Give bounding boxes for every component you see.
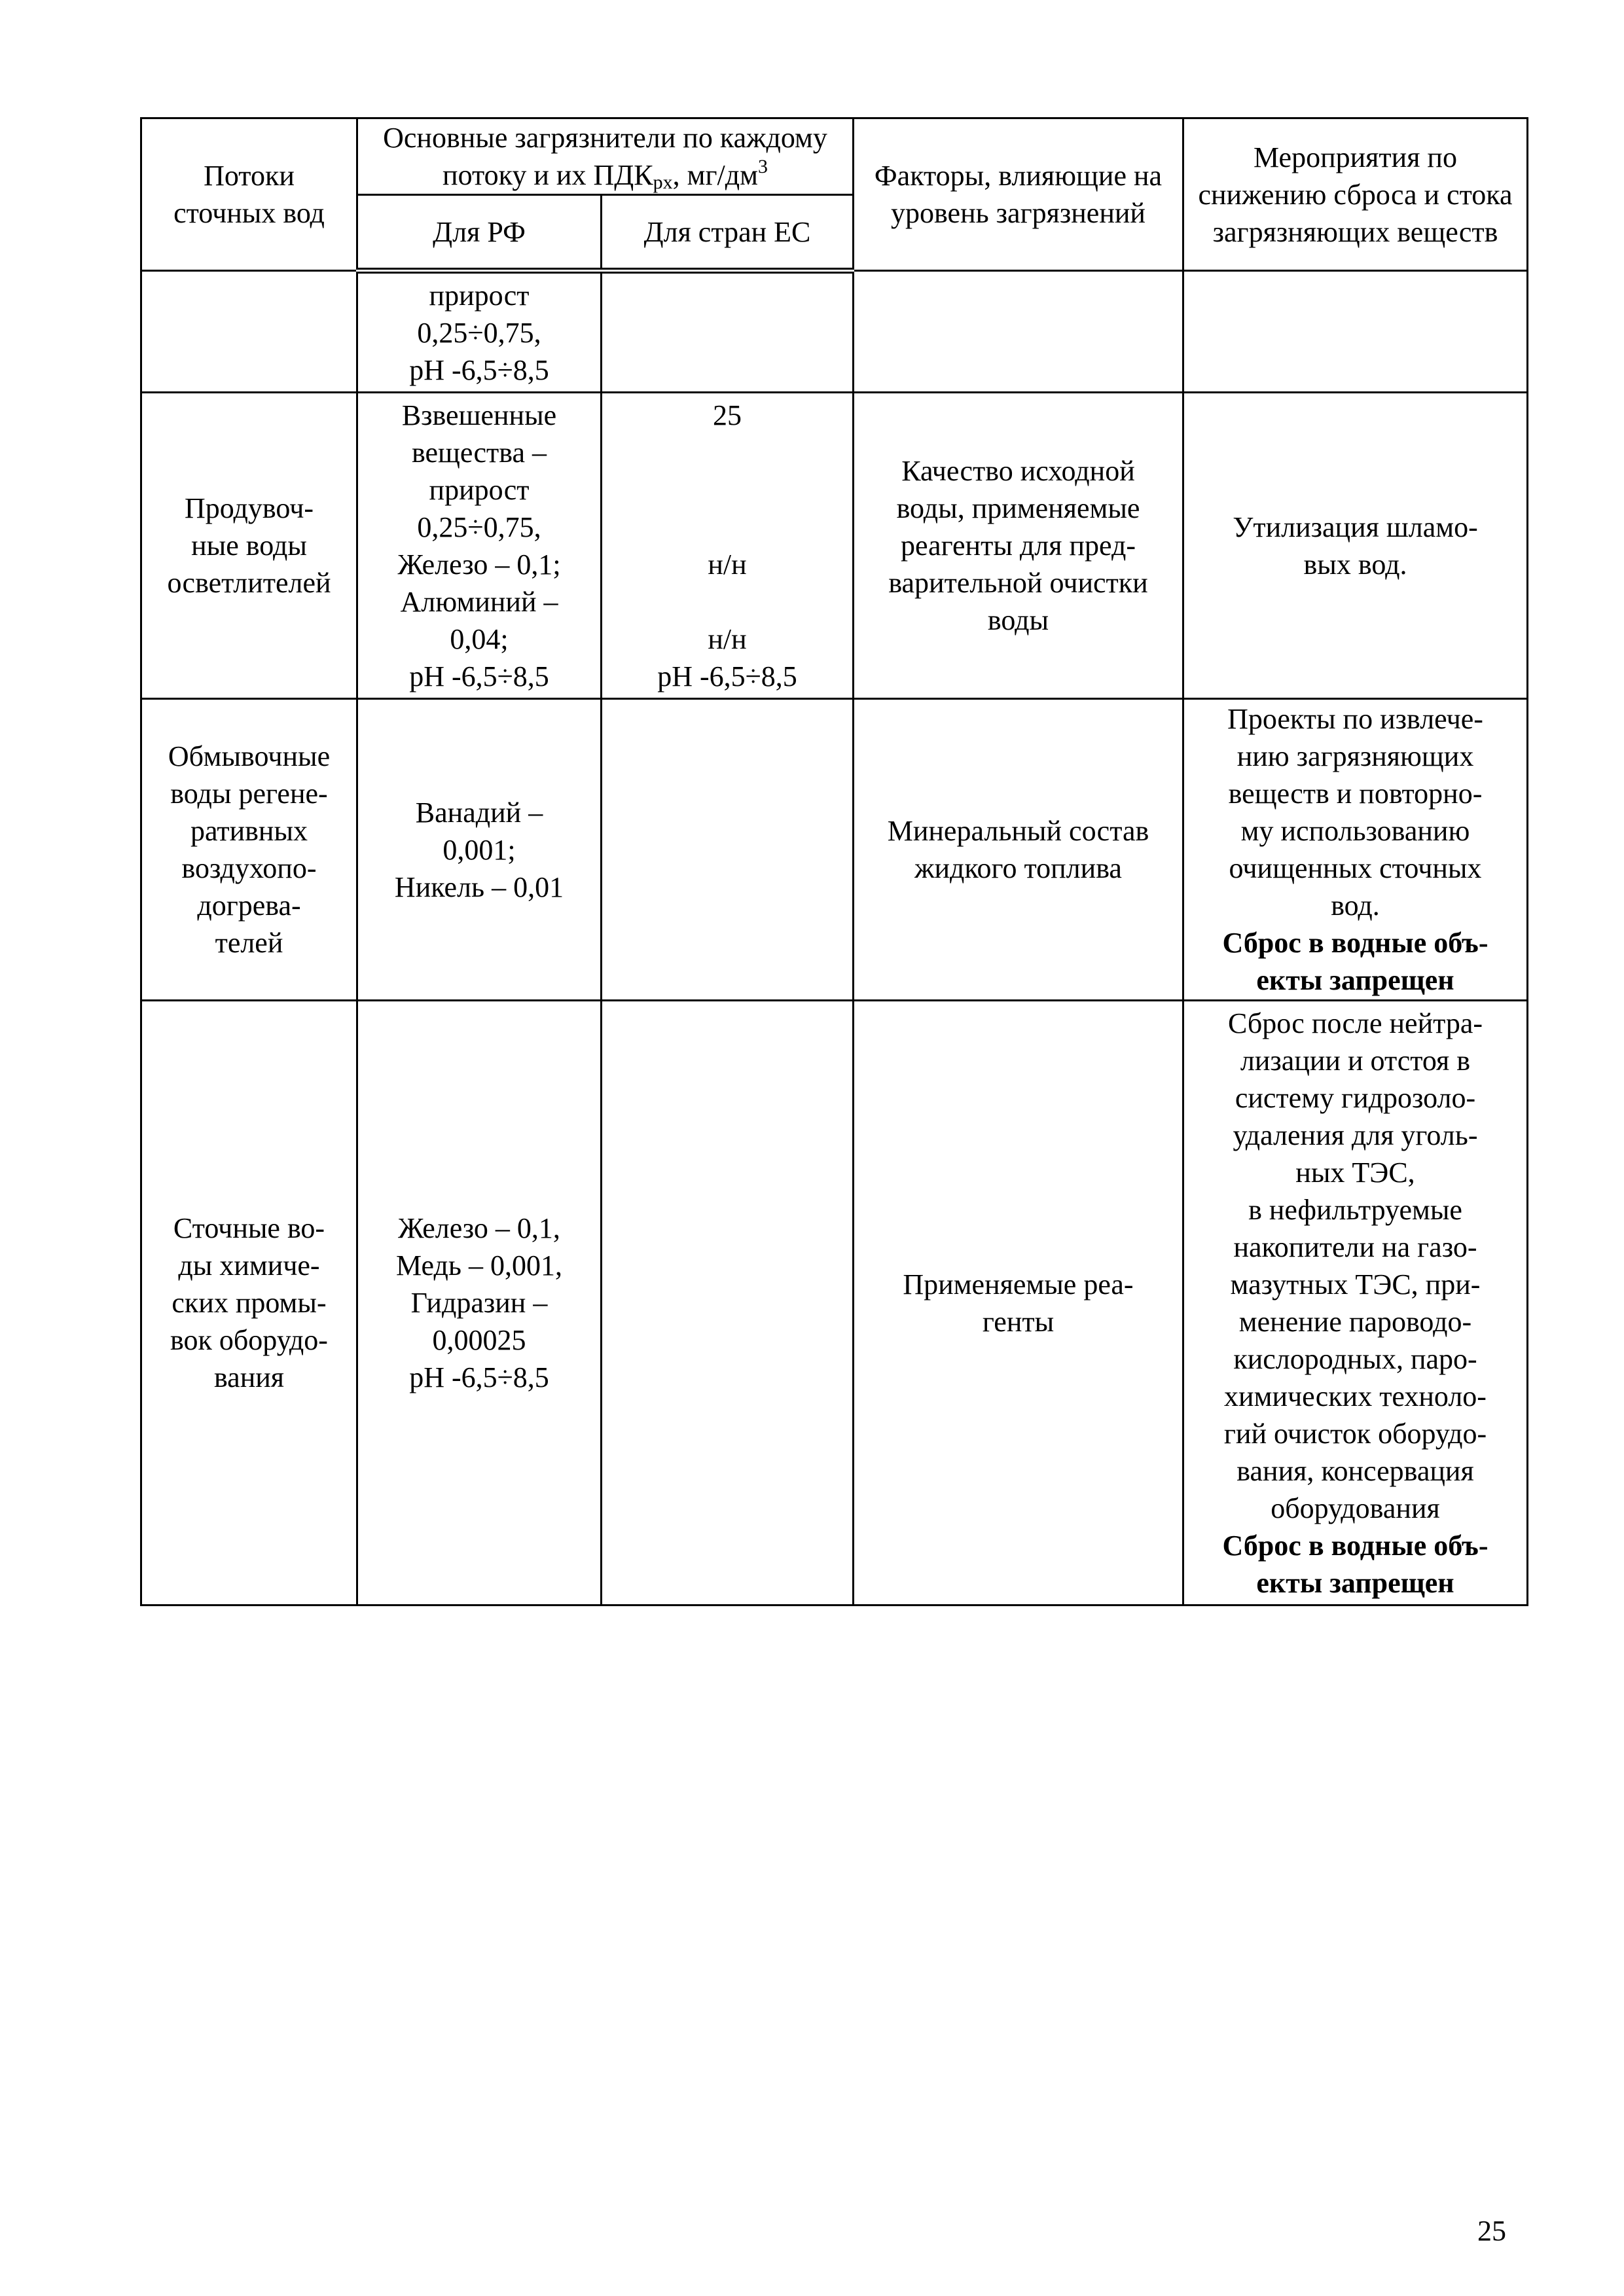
header-rf: Для РФ xyxy=(357,195,602,271)
cell-rf xyxy=(357,1001,602,1605)
cell-line: екты запрещен xyxy=(1256,964,1454,996)
cell-line: Качество исходной xyxy=(901,455,1135,487)
cell-eu xyxy=(602,699,854,1001)
cell-line: Минеральный состав xyxy=(887,815,1149,847)
cell-line: ских промы- xyxy=(171,1287,327,1319)
cell-stream xyxy=(141,393,357,699)
cell-factors xyxy=(854,393,1183,699)
cell-line xyxy=(611,471,843,509)
cell-line: очищенных сточных xyxy=(1229,852,1482,884)
header-streams: Потоки сточных вод xyxy=(141,118,357,271)
cell-line: веществ и повторно- xyxy=(1228,778,1483,810)
cell-line: Гидразин – xyxy=(410,1287,548,1319)
cell-line: прирост xyxy=(429,279,530,312)
pollutants-table xyxy=(140,117,1528,1606)
cell-line: н/н xyxy=(708,622,747,655)
cell-line: накопители на газо- xyxy=(1233,1230,1477,1263)
cell-line: Взвешенные xyxy=(401,399,557,431)
cell-line: рН -6,5÷8,5 xyxy=(409,353,549,386)
cell-line: гий очисток оборудо- xyxy=(1223,1417,1487,1450)
cell-rf xyxy=(357,393,602,699)
cell-line: Медь – 0,001, xyxy=(396,1249,562,1282)
cell-line: Сброс в водные объ- xyxy=(1222,927,1489,959)
cell-line: му использованию xyxy=(1240,815,1470,847)
cell-line: ды химиче- xyxy=(178,1249,320,1282)
header-measures: Мероприятия по снижению сброса и стока загрязняющих веществ xyxy=(1183,118,1528,271)
cell-line: ных ТЭС, xyxy=(1295,1156,1415,1189)
cell-line: рН -6,5÷8,5 xyxy=(409,1361,549,1393)
page-number: 25 xyxy=(1477,2215,1506,2247)
cell-line: оборудования xyxy=(1271,1492,1440,1524)
cell-eu xyxy=(602,1001,854,1605)
cell-line: догрева- xyxy=(197,889,301,922)
cell-line: вания, консервация xyxy=(1236,1454,1474,1487)
cell-line: Железо – 0,1, xyxy=(398,1212,560,1244)
cell-line: Применяемые реа- xyxy=(903,1268,1134,1300)
cell-factors xyxy=(854,271,1183,393)
cell-line: Продувоч- xyxy=(184,492,314,524)
cell-line: воды, применяемые xyxy=(896,492,1140,524)
cell-rf xyxy=(357,271,602,393)
cell-factors xyxy=(854,1001,1183,1605)
cell-line: вод. xyxy=(1331,889,1380,922)
cell-line: Проекты по извлече- xyxy=(1227,703,1483,735)
cell-line: нию загрязняющих xyxy=(1236,740,1474,772)
cell-line: 0,25÷0,75, xyxy=(417,316,541,349)
header-factors: Факторы, влияющие на уровень загрязнений xyxy=(854,118,1183,271)
cell-measures xyxy=(1183,271,1528,393)
cell-line: лизации и отстоя в xyxy=(1240,1044,1471,1077)
cell-line: 0,04; xyxy=(450,622,509,655)
cell-line: Обмывочные xyxy=(168,740,331,772)
cell-line: удаления для уголь- xyxy=(1233,1119,1478,1151)
cell-line: вещества – xyxy=(411,436,547,469)
cell-line: в нефильтруемые xyxy=(1248,1193,1462,1226)
cell-line: 0,001; xyxy=(442,833,516,866)
cell-measures xyxy=(1183,1001,1528,1605)
cell-line: 25 xyxy=(713,399,742,431)
cell-line: воды регене- xyxy=(170,778,328,810)
cell-line: реагенты для пред- xyxy=(900,529,1136,562)
cell-line: систему гидрозоло- xyxy=(1235,1081,1476,1114)
cell-line: вых вод. xyxy=(1303,548,1407,581)
cell-line: варительной очистки xyxy=(888,567,1148,599)
cell-line: вок оборудо- xyxy=(170,1324,328,1356)
cell-line: рН -6,5÷8,5 xyxy=(657,660,797,692)
cell-line: Алюминий – xyxy=(400,585,558,618)
cell-line: Железо – 0,1; xyxy=(397,548,561,581)
cell-line: н/н xyxy=(708,548,747,581)
cell-stream xyxy=(141,699,357,1001)
cell-line: воды xyxy=(987,604,1049,636)
cell-eu xyxy=(602,271,854,393)
table-row xyxy=(141,393,1528,699)
cell-line xyxy=(611,509,843,546)
cell-line: Никель – 0,01 xyxy=(394,870,564,903)
cell-rf xyxy=(357,699,602,1001)
cell-stream xyxy=(141,271,357,393)
cell-line: прирост xyxy=(429,473,530,506)
cell-eu xyxy=(602,393,854,699)
table-row xyxy=(141,699,1528,1001)
cell-line: вания xyxy=(213,1361,285,1393)
cell-line: 0,25÷0,75, xyxy=(417,511,541,543)
cell-line: Утилизация шламо- xyxy=(1233,511,1478,543)
cell-line: химических техноло- xyxy=(1224,1380,1487,1412)
table-row xyxy=(141,1001,1528,1605)
cell-line: 0,00025 xyxy=(432,1324,526,1356)
cell-line: кислородных, паро- xyxy=(1233,1342,1477,1375)
cell-line: ративных xyxy=(190,815,308,847)
table-row xyxy=(141,271,1528,393)
cell-factors xyxy=(854,699,1183,1001)
cell-line xyxy=(611,434,843,471)
cell-stream xyxy=(141,1001,357,1605)
cell-line: Сброс в водные объ- xyxy=(1222,1529,1489,1562)
header-eu: Для стран ЕС xyxy=(602,195,854,271)
header-pollutants: Основные загрязнители по каждому потоку и их $ПДК_{рх}$, $мг/дм^3$ xyxy=(357,118,854,195)
cell-line: осветлителей xyxy=(167,567,331,599)
cell-line: екты запрещен xyxy=(1256,1566,1454,1599)
cell-line: генты xyxy=(982,1305,1055,1338)
cell-line: Сброс после нейтра- xyxy=(1227,1007,1483,1039)
cell-line: телей xyxy=(215,927,283,959)
cell-line: ные воды xyxy=(191,529,307,562)
cell-measures xyxy=(1183,699,1528,1001)
cell-line: жидкого топлива xyxy=(914,852,1122,884)
cell-line: Сточные во- xyxy=(173,1212,325,1244)
cell-line: менение пароводо- xyxy=(1238,1305,1472,1338)
cell-line: рН -6,5÷8,5 xyxy=(409,660,549,692)
cell-line xyxy=(611,583,843,620)
cell-line: мазутных ТЭС, при- xyxy=(1230,1268,1481,1300)
cell-measures xyxy=(1183,393,1528,699)
cell-line: воздухопо- xyxy=(181,852,317,884)
cell-line: Ванадий – xyxy=(415,796,543,829)
